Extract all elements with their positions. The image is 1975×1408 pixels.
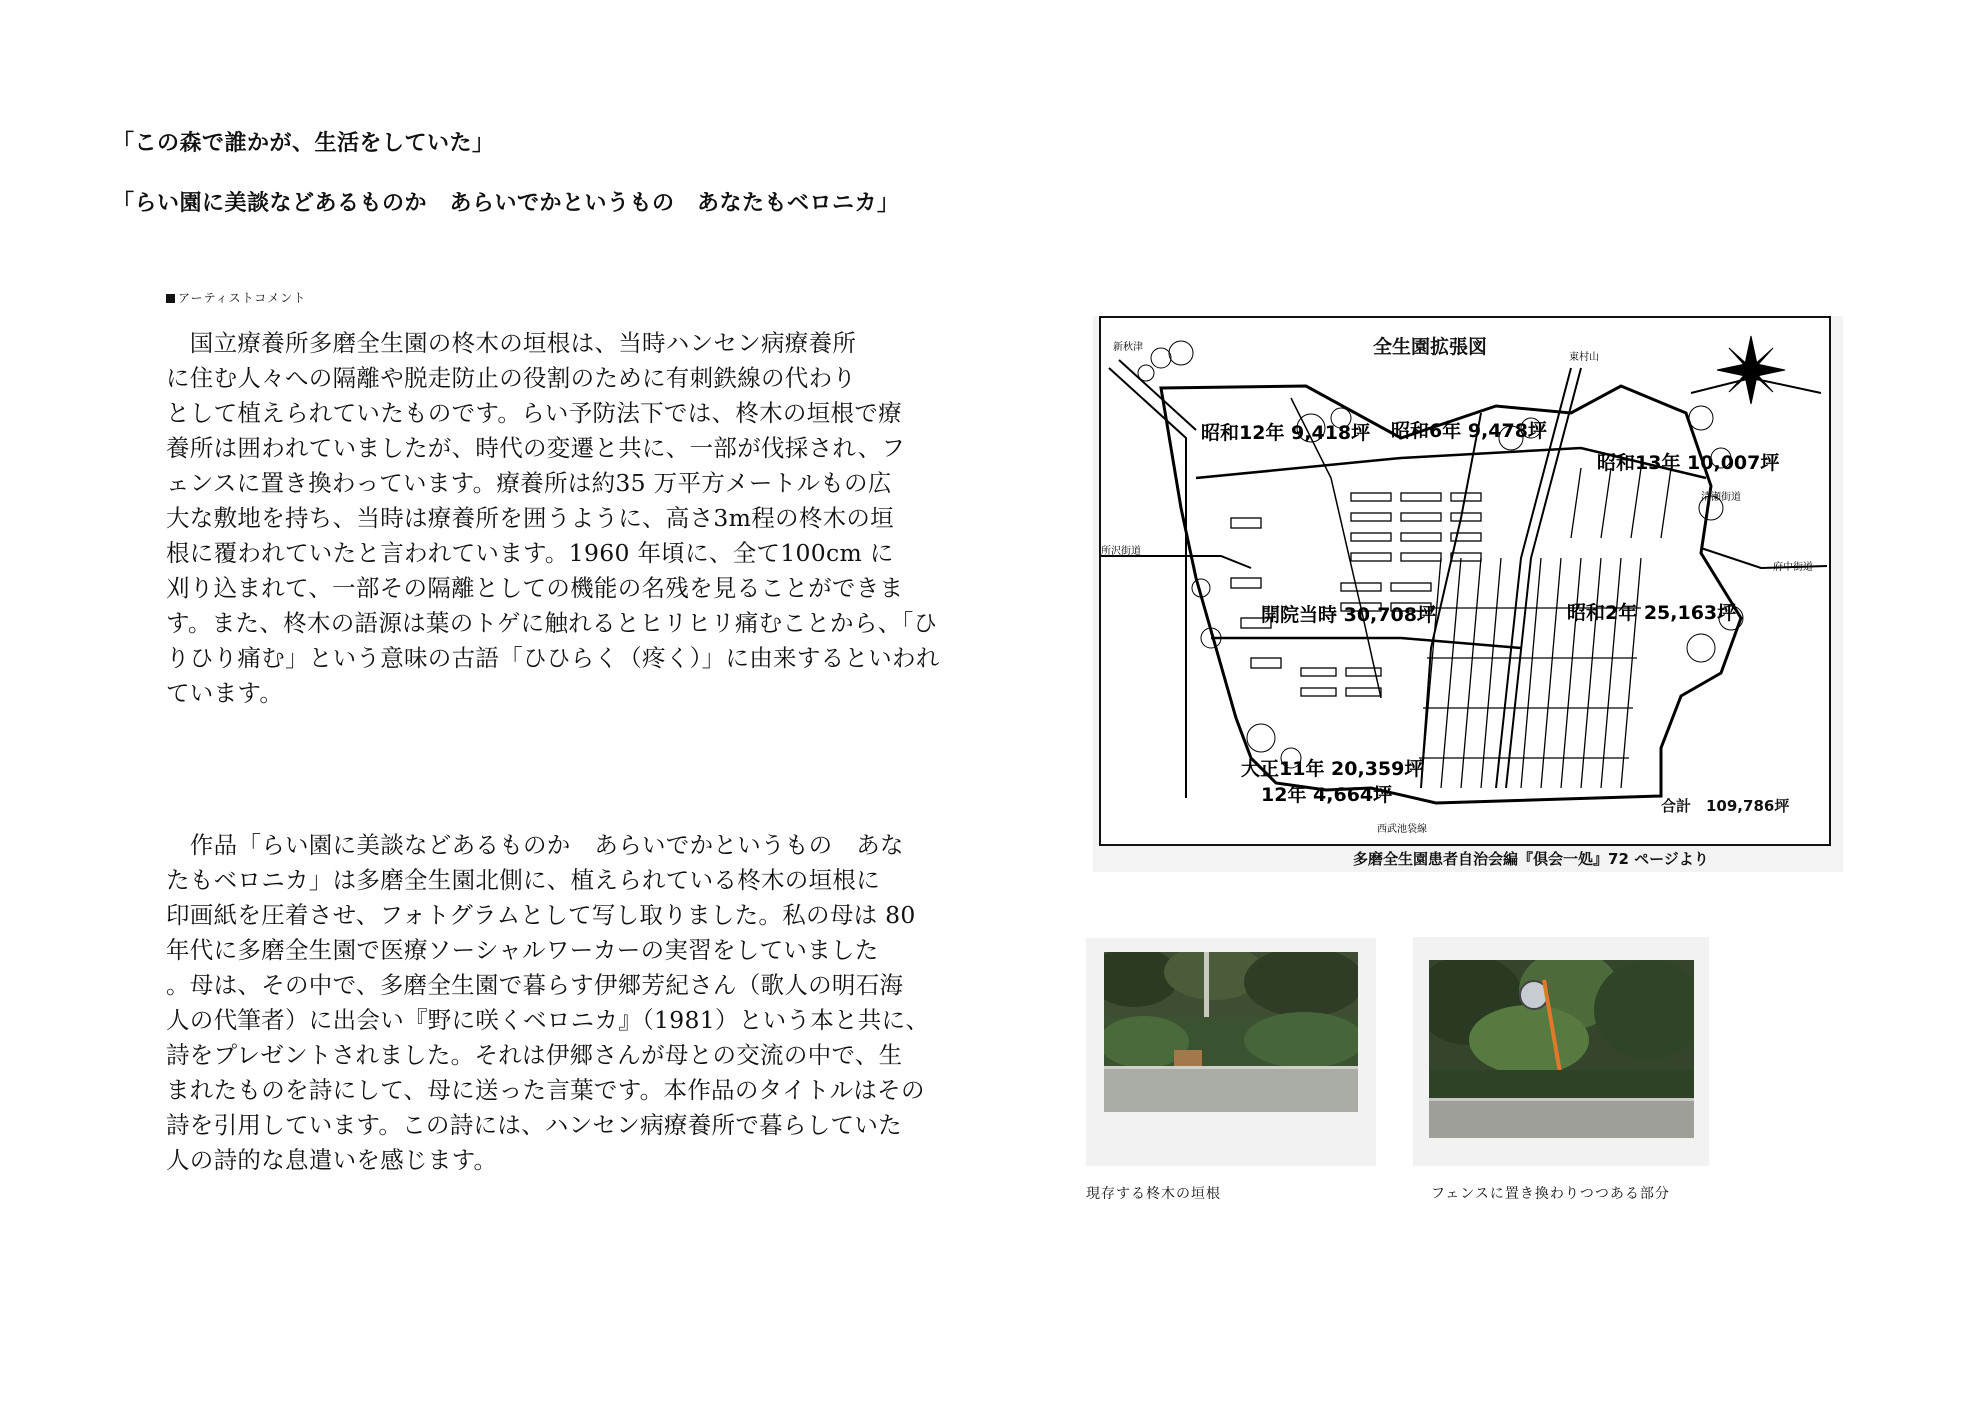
paragraph-line: 国立療養所多磨全生園の柊木の垣根は、当時ハンセン病療養所 — [166, 329, 857, 357]
map-area-label: 開院当時 30,708坪 — [1261, 604, 1436, 626]
paragraph-line: 詩を引用しています。この詩には、ハンセン病療養所で暮らしていた — [166, 1111, 902, 1139]
map-title: 全生園拡張図 — [1373, 336, 1488, 358]
paragraph-line: ています。 — [166, 679, 284, 707]
comment-paragraph-1 — [166, 326, 966, 711]
photo-caption-hedge: 現存する柊木の垣根 — [1086, 1186, 1221, 1202]
map-drawing — [1101, 318, 1829, 844]
paragraph-line: 作品「らい園に美談などあるものか あらいでかというもの あな — [166, 831, 904, 859]
title-line-1: 「この森で誰かが、生活をしていた」 — [112, 130, 495, 156]
title-line-2: 「らい園に美談などあるものか あらいでかというもの あなたもベロニカ」 — [112, 190, 900, 216]
paragraph-line: たもベロニカ」は多磨全生園北側に、植えられている柊木の垣根に — [166, 866, 880, 894]
map-area-label: 昭和6年 9,478坪 — [1391, 420, 1547, 442]
map-road-label: 所沢街道 — [1101, 546, 1141, 557]
photo-card-fence — [1413, 937, 1709, 1166]
paragraph-line: りひり痛む」という意味の古語「ひひらく（疼く）」に由来するといわれ — [166, 644, 940, 672]
map-station-label: 東村山 — [1569, 352, 1599, 363]
paragraph-line: 大な敷地を持ち、当時は療養所を囲うように、高さ3m程の柊木の垣 — [166, 504, 895, 532]
paragraph-line: 人の詩的な息遣いを感じます。 — [166, 1146, 498, 1174]
paragraph-line: 印画紙を圧着させ、フォトグラムとして写し取りました。私の母は 80 — [166, 901, 916, 929]
artist-comment-heading — [166, 289, 306, 306]
fence-photo-image — [1429, 960, 1694, 1138]
paragraph-line: 根に覆われていたと言われています。1960 年頃に、全て100cm に — [166, 539, 894, 567]
map-area-label: 昭和13年 10,007坪 — [1597, 452, 1780, 474]
map-road-label: 府中街道 — [1773, 562, 1813, 573]
map-area-label: 昭和2年 25,163坪 — [1567, 602, 1737, 624]
map-road — [1109, 368, 1186, 798]
comment-paragraph-2 — [166, 828, 966, 1178]
map-station-label: 新秋津 — [1113, 342, 1143, 353]
paragraph-line: 養所は囲われていましたが、時代の変遷と共に、一部が伐採され、フ — [166, 434, 906, 462]
paragraph-line: に住む人々への隔離や脱走防止の役割のために有刺鉄線の代わり — [166, 364, 857, 392]
paragraph-line: まれたものを詩にして、母に送った言葉です。本作品のタイトルはその — [166, 1076, 925, 1104]
paragraph-line: 詩をプレゼントされました。それは伊郷さんが母との交流の中で、生 — [166, 1041, 903, 1069]
map-area-label: 12年 4,664坪 — [1261, 784, 1393, 806]
hedge-photo-image — [1104, 952, 1358, 1112]
map-road — [1101, 556, 1251, 568]
map-source-credit: 多磨全生園患者自治会編『倶会一処』72 ページより — [1353, 850, 1709, 868]
expansion-map — [1099, 316, 1831, 846]
paragraph-line: として植えられていたものです。らい予防法下では、柊木の垣根で療 — [166, 399, 902, 427]
artist-comment-heading-text: アーティストコメント — [178, 291, 307, 305]
map-blocks — [1419, 468, 1671, 788]
paragraph-line: 人の代筆者）に出会い『野に咲くベロニカ』（1981）という本と共に、 — [166, 1006, 930, 1034]
paragraph-line: 刈り込まれて、一部その隔離としての機能の名残を見ることができま — [166, 574, 904, 602]
map-area-label: 大正11年 20,359坪 — [1241, 758, 1424, 780]
paragraph-line: ェンスに置き換わっています。療養所は約35 万平方メートルもの広 — [166, 469, 892, 497]
paragraph-line: 。母は、その中で、多磨全生園で暮らす伊郷芳紀さん（歌人の明石海 — [166, 971, 904, 999]
square-bullet-icon — [166, 294, 175, 303]
map-road-label: 清瀬街道 — [1701, 492, 1741, 503]
map-road-label: 西武池袋線 — [1377, 824, 1427, 835]
photo-caption-fence: フェンスに置き換わりつつある部分 — [1431, 1186, 1670, 1202]
expansion-map-figure — [1093, 316, 1843, 872]
map-total-area: 合計 109,786坪 — [1661, 797, 1790, 815]
map-road — [1119, 360, 1196, 430]
map-area-label: 昭和12年 9,418坪 — [1201, 422, 1371, 444]
fence-photo — [1429, 960, 1694, 1138]
hedge-photo — [1104, 952, 1358, 1112]
paragraph-line: 年代に多磨全生園で医療ソーシャルワーカーの実習をしていました — [166, 936, 879, 964]
photo-card-hedge — [1086, 938, 1376, 1166]
paragraph-line: す。また、柊木の語源は葉のトゲに触れるとヒリヒリ痛むことから、「ひ — [166, 609, 938, 637]
